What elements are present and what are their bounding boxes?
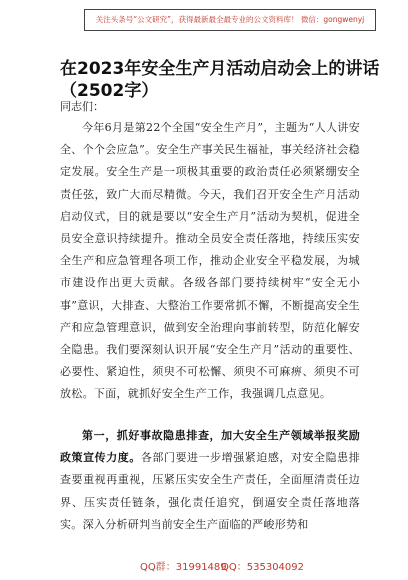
intro-paragraph: [60, 117, 360, 406]
document-title: 在2023年安全生产月活动启动会上的讲话（2502字）: [60, 59, 380, 101]
section-1-heading: 第一，抓好事故隐患排查，加大安全生产领域举报奖励政策宣传力度。: [60, 429, 360, 465]
qq-contact-number: QQ：535304092: [221, 562, 305, 573]
section-1-text: 各部门要进一步增强紧迫感，对安全隐患排查要重视再重视，压紧压实安全生产责任，全面厘清责任边界、压实责任链条，强化责任追究，倒逼安全责任落地落实。深入分析研判当前安全生产面临的严峻形势和: [60, 451, 360, 531]
salutation: 同志们：: [60, 100, 104, 113]
intro-paragraph-text: 今年6月是第22个全国“安全生产月”，主题为“人人讲安全、个个会应急”。安全生产事关民生福祉，事关经济社会稳定发展。安全生产是一项极其重要的政治责任必须紧绷安全责任弦，致广大而尽精微。今天，我们召开安全生产月活动启动仪式，目的就是要以“安全生产月”活动为契机，促进全员安全意识持续提升。推动全员安全责任落地，持续压实安全生产和应急管理各项工作，推动企业安全平稳发展，为城市建设作出更大贡献。各级各部门要持续树牢“安全无小事”意识，大排查、大整治工作要常抓不懈，不断提高安全生产和应急管理意识，做到安全治理向事前转型，防范化解安全隐患。我们要深刻认识开展“安全生产月”活动的重要性、必要性、紧迫性，须臾不可松懈、须臾不可麻痹、须臾不可放松。下面，就抓好安全生产工作，我强调几点意见。: [60, 121, 360, 401]
qq-group-number: QQ群：31991489: [140, 562, 227, 573]
footer: [0, 556, 408, 576]
header-banner: [0, 0, 408, 52]
promo-banner-text: 关注头条号“公文研究”，获得最新最全最专业的公文资料库！ 微信：gongwenyj: [84, 9, 376, 31]
section-1: [60, 425, 360, 536]
